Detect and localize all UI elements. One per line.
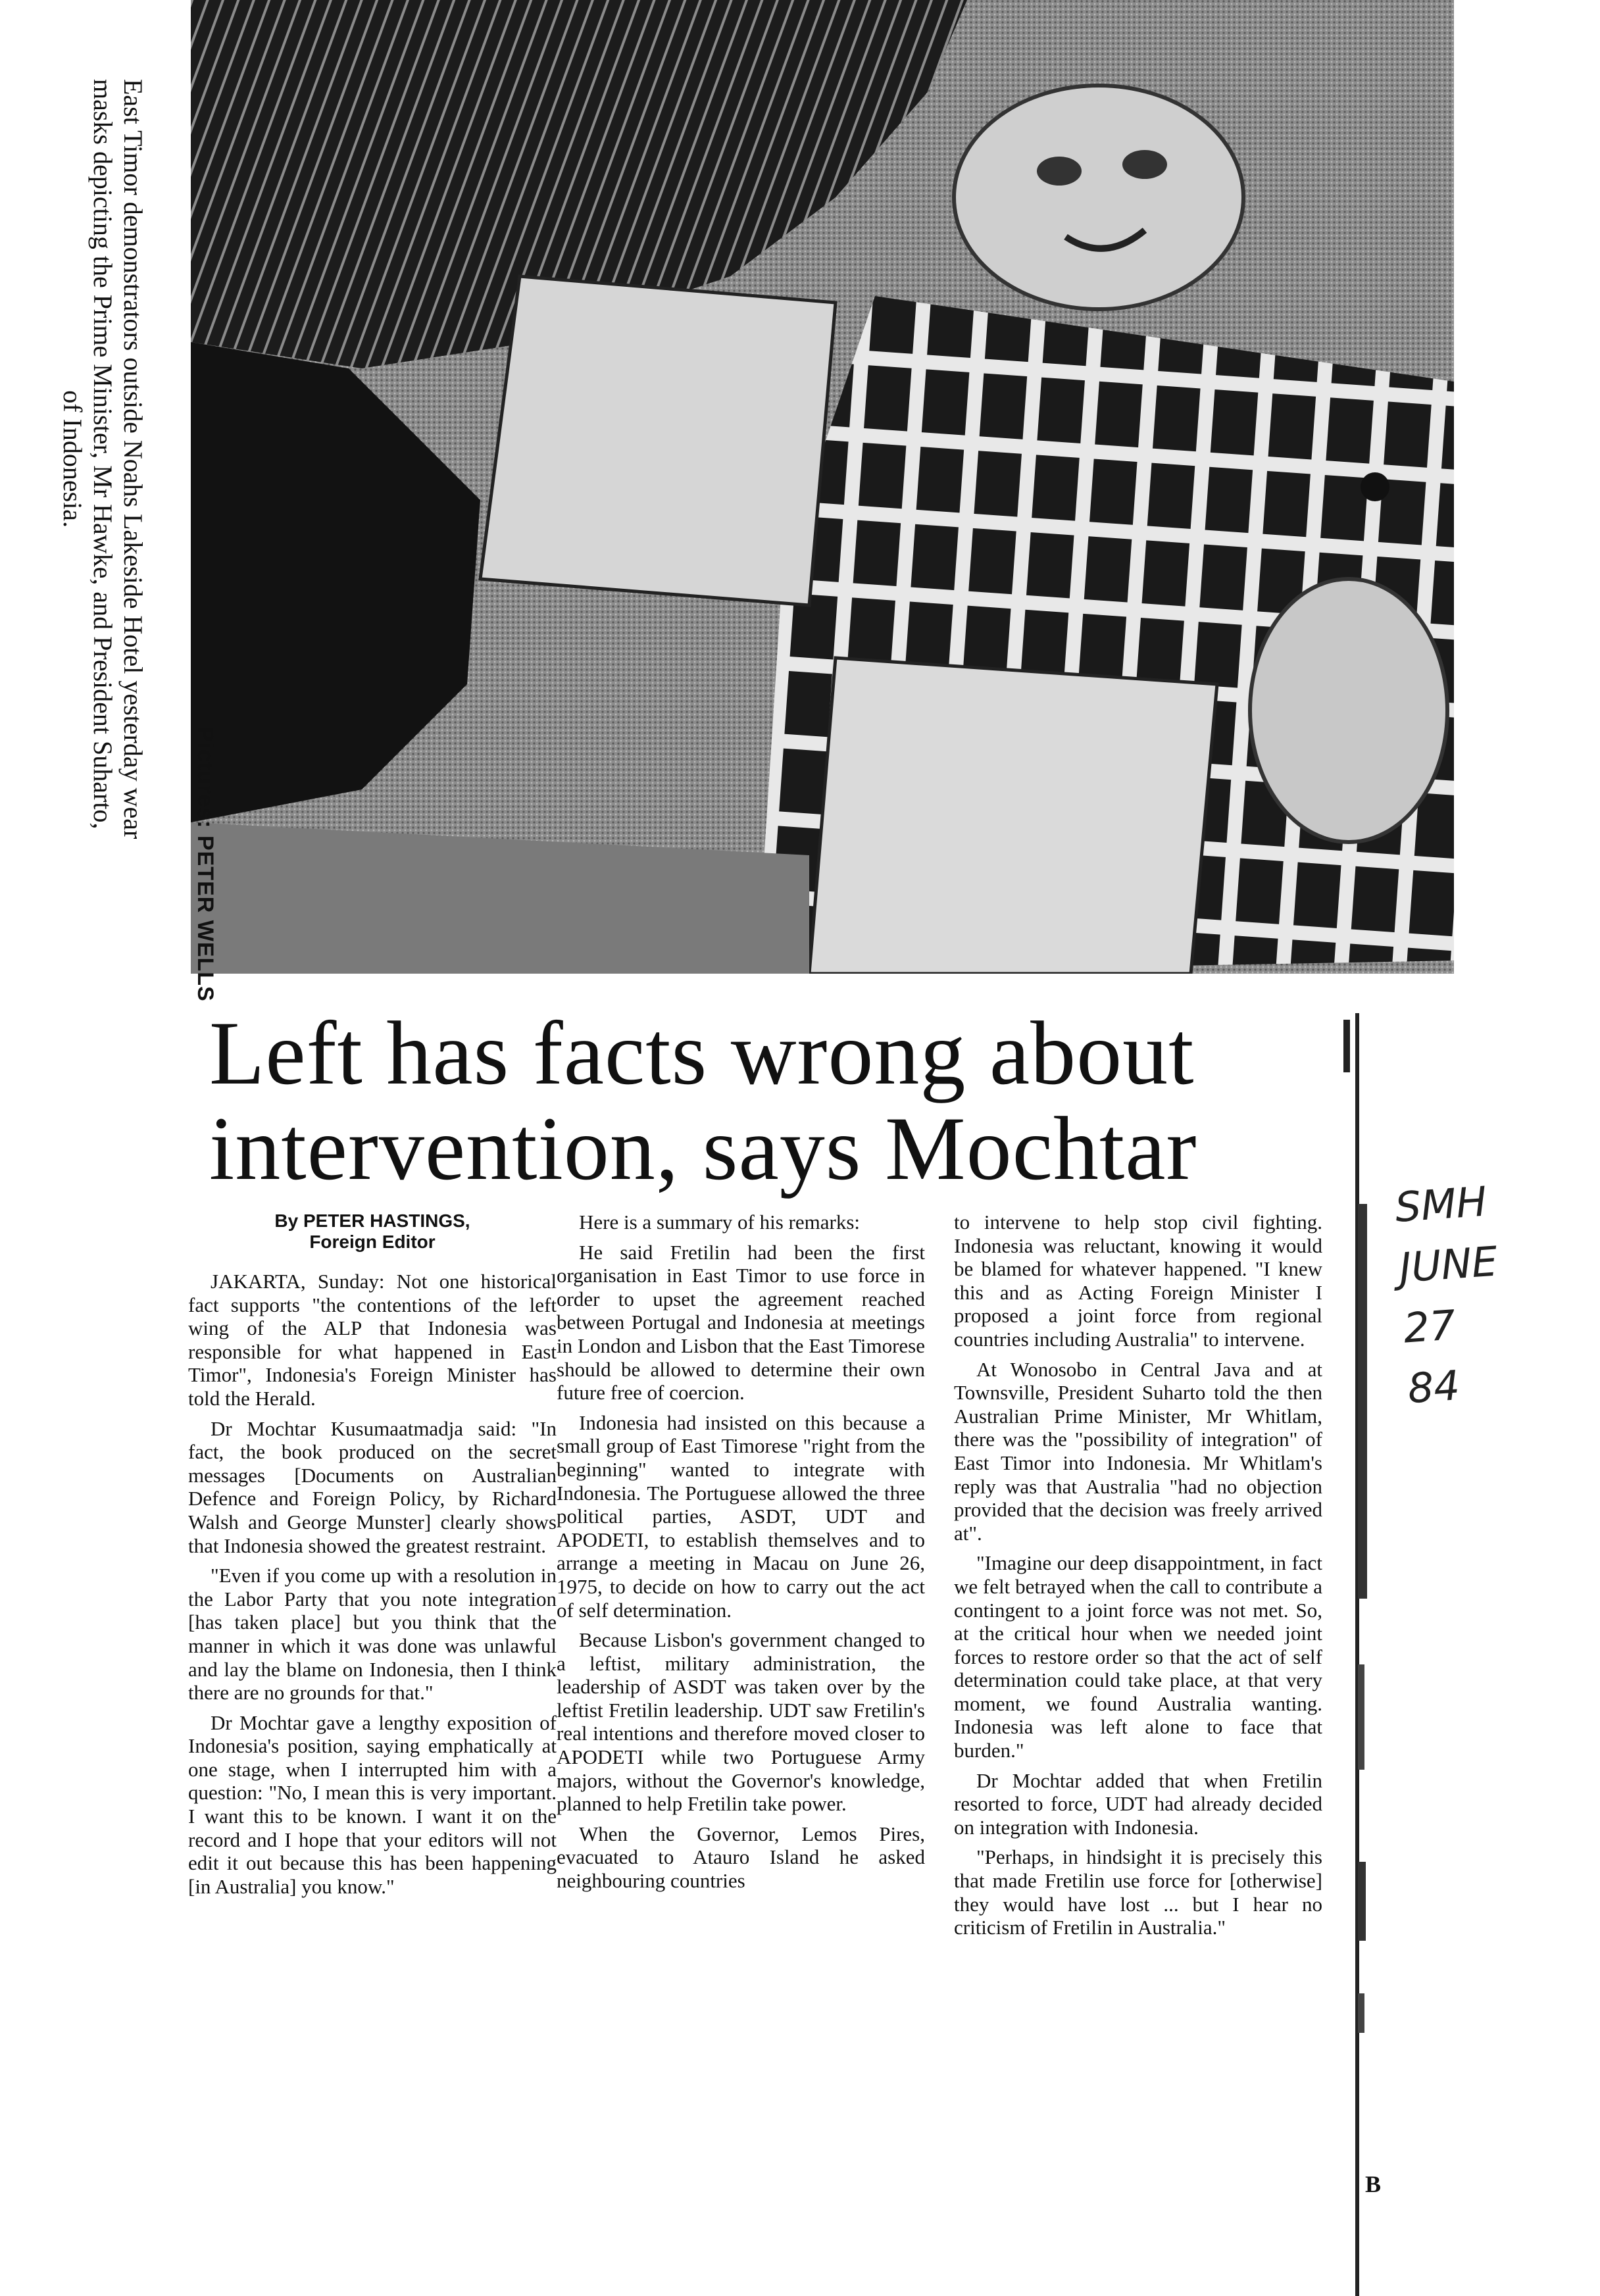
paragraph: "Perhaps, in hindsight it is precisely this that made Fretilin use force for [otherwise] they would have lost ... but I hear no criticism of Fretilin in Australia." xyxy=(954,1845,1322,1939)
photo-caption-line: East Timor demonstrators outside Noahs Lakeside Hotel yesterday wear xyxy=(118,79,148,839)
headline-line: Left has facts wrong about xyxy=(209,1003,1195,1103)
handwriting-line: 84 xyxy=(1406,1361,1462,1413)
paragraph: Here is a summary of his remarks: xyxy=(579,1210,860,1234)
byline xyxy=(188,1210,557,1253)
paragraph: When the Governor, Lemos Pires, evacuated to Atauro Island he asked neighbouring countries xyxy=(557,1822,925,1893)
handwriting-line: JUNE xyxy=(1397,1237,1499,1292)
photo-credit: Pictures: PETER WELLS xyxy=(193,727,218,1002)
article-column-1 xyxy=(188,1210,557,1905)
paragraph: At Wonosobo in Central Java and at Townsville, President Suharto told the then Australian Prime Minister, Mr Whitlam, there was the "possibility of integration" of East Timor into Indonesia. Mr Whitlam's reply was that Australia "had no objection provided that the decision was freely arrived at". xyxy=(954,1357,1322,1545)
photo-illustration xyxy=(191,0,1454,974)
paragraph: Dr Mochtar gave a lengthy exposition of Indonesia's position, saying emphatically at one stage, when I interrupted him with a question: "No, I mean this is very important. I want this to be known. I want it on the record and I hope that your editors will not edit it out because this has been happening [in Australia] you know." xyxy=(188,1710,557,1898)
handwritten-date-note xyxy=(1393,1165,1594,1420)
byline-title: Foreign Editor xyxy=(309,1232,436,1252)
paragraph: "Even if you come up with a resolution in the Labor Party that you note integration [has taken place] but you think that the manner in which it was done was unlawful and lay the blame on Indonesia, then I think there are no grounds for that." xyxy=(188,1564,557,1705)
paragraph: Dr Mochtar Kusumaatmadja said: "In fact, the book produced on the secret messages [Documents on Australian Defence and Foreign Policy, by Richard Walsh and George Munster] clearly shows that Indonesia showed the greatest restraint. xyxy=(188,1416,557,1557)
news-photo xyxy=(191,0,1454,974)
paragraph: Dr Mochtar added that when Fretilin resorted to force, UDT had already decided on integration with Indonesia. xyxy=(954,1768,1322,1839)
article-column-2 xyxy=(557,1210,925,1899)
headline xyxy=(209,1003,1341,1199)
photo-caption xyxy=(57,79,148,839)
photo-caption-line: masks depicting the Prime Minister, Mr Hawke, and President Suharto, xyxy=(88,79,118,830)
adjacent-text-fragment: B xyxy=(1365,2171,1382,2197)
headline-line: intervention, says Mochtar xyxy=(209,1098,1197,1199)
adjacent-article-edge xyxy=(1342,1007,1368,2296)
paragraph: "Imagine our deep disappointment, in fact we felt betrayed when the call to contribute a contingent to a joint force was not met. So, at the critical hour when we needed joint forces to restore order so that the act of self determination could take place, at that very moment, we found Australia wanting. Indonesia was left alone to face that burden." xyxy=(954,1551,1322,1762)
paragraph: Because Lisbon's government changed to a leftist, military administration, the leadership of ASDT was taken over by the leftist Fretilin leadership. UDT saw Fretilin's real intentions and therefore moved closer to APODETI while two Portuguese Army majors, without the Governor's knowledge, planned to help Fretilin take power. xyxy=(557,1628,925,1816)
byline-name: By PETER HASTINGS, xyxy=(274,1210,470,1231)
handwriting-line: 27 xyxy=(1401,1301,1457,1353)
handwriting-line: SMH xyxy=(1393,1177,1489,1232)
article-column-3 xyxy=(954,1210,1322,1946)
paragraph: to intervene to help stop civil fighting. Indonesia was reluctant, knowing it would be blamed for whatever happened. "I knew this and as Acting Foreign Minister I proposed a joint force from regional countries including Australia" to intervene. xyxy=(954,1210,1322,1351)
paragraph: He said Fretilin had been the first organisation in East Timor to use force in order to upset the agreement reached between Portugal and Indonesia at meetings in London and Lisbon that the East Timorese should be allowed to determine their own future free of coercion. xyxy=(557,1240,925,1405)
paragraph: Indonesia had insisted on this because a small group of East Timorese "right from the beginning" wanted to integrate with Indonesia. The Portuguese allowed the three political parties, ASDT, UDT and APODETI, to establish themselves and to arrange a meeting in Macau on June 26, 1975, to decide on how to carry out the act of self determination. xyxy=(557,1410,925,1622)
paragraph: JAKARTA, Sunday: Not one historical fact supports "the contentions of the left wing of the ALP that Indonesia was responsible for what happened in East Timor", Indonesia's Foreign Minister has told the Herald. xyxy=(188,1270,557,1410)
photo-caption-line: of Indonesia. xyxy=(58,390,88,528)
